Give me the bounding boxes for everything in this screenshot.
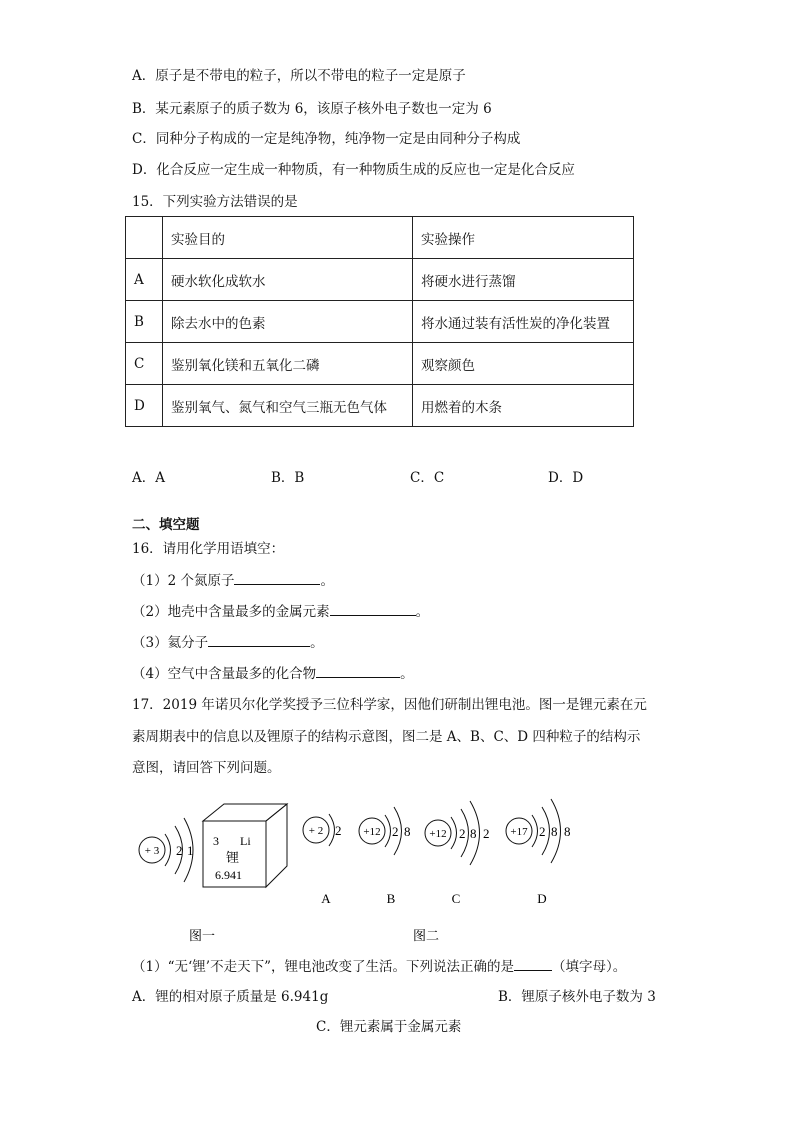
particle-label: B: [386, 891, 396, 906]
q17-sub1-option-b: B．锂原子核外电子数为 3: [498, 989, 656, 1005]
q16-item-4: （4）空气中含量最多的化合物 。: [132, 663, 414, 684]
answer-blank[interactable]: [514, 956, 552, 971]
electron-count: 2: [539, 824, 546, 839]
q15-option-b: B．B: [271, 470, 305, 486]
q17-stem-line-1: 17．2019 年诺贝尔化学奖授予三位科学家，因他们研制出锂电池。图一是锂元素在元: [132, 697, 647, 713]
electron-count: 8: [470, 826, 477, 841]
q15-stem: 15．下列实验方法错误的是: [132, 194, 298, 210]
table-row: [126, 385, 634, 427]
q16-item-text: （3）氦分子: [132, 635, 209, 651]
experiment-table: [125, 216, 634, 427]
q14-option-c: C．同种分子构成的一定是纯净物，纯净物一定是由同种分子构成: [132, 131, 521, 147]
table-cell: 鉴别氧气、氮气和空气三瓶无色气体: [163, 385, 413, 427]
table-row: [126, 259, 634, 301]
figure-caption-2: 图二: [412, 928, 440, 943]
table-row: [126, 343, 634, 385]
table-cell: C: [126, 343, 163, 385]
q17-sub1-option-c: C．锂元素属于金属元素: [316, 1019, 462, 1035]
electron-count: 2: [176, 843, 183, 858]
electron-count: 1: [187, 843, 194, 858]
table-cell: 将水通过装有活性炭的净化装置: [413, 301, 634, 343]
q15-option-d: D．D: [548, 470, 584, 486]
q14-option-d: D．化合反应一定生成一种物质，有一种物质生成的反应也一定是化合反应: [132, 162, 575, 178]
table-row: [126, 301, 634, 343]
table-header-cell: [126, 217, 163, 259]
table-cell: D: [126, 385, 163, 427]
q16-item-text: （1）2 个氮原子: [132, 573, 235, 589]
q16-item-3: （3）氦分子 。: [132, 632, 324, 653]
element-symbol: Li: [240, 834, 251, 848]
table-cell: 除去水中的色素: [163, 301, 413, 343]
electron-count: 2: [335, 823, 342, 838]
q16-item-text: （4）空气中含量最多的化合物: [132, 666, 317, 682]
q14-option-a: A．原子是不带电的粒子，所以不带电的粒子一定是原子: [132, 68, 466, 84]
nucleus-label: +17: [510, 826, 528, 838]
electron-count: 8: [404, 824, 411, 839]
element-name: 锂: [226, 850, 240, 865]
answer-blank[interactable]: [208, 632, 310, 647]
particle-d-diagram: [506, 799, 571, 906]
answer-blank[interactable]: [330, 601, 416, 616]
particle-c-diagram: [425, 801, 490, 906]
electron-count: 2: [459, 826, 466, 841]
particle-label: D: [537, 891, 547, 906]
table-cell: 用燃着的木条: [413, 385, 634, 427]
table-cell: B: [126, 301, 163, 343]
nucleus-label: +12: [429, 828, 447, 840]
answer-blank[interactable]: [316, 663, 400, 678]
table-cell: 观察颜色: [413, 343, 634, 385]
table-cell: A: [126, 259, 163, 301]
particle-label: A: [321, 891, 331, 906]
q15-option-c: C．C: [410, 470, 445, 486]
figure-caption-1: 图一: [188, 928, 216, 943]
q17-stem-line-3: 意图，请回答下列问题。: [132, 760, 281, 776]
table-cell: 硬水软化成软水: [163, 259, 413, 301]
atomic-number: 3: [213, 834, 219, 848]
particle-a-diagram: [303, 814, 342, 906]
q14-option-b: B．某元素原子的质子数为 6，该原子核外电子数也一定为 6: [132, 101, 492, 117]
electron-count: 2: [392, 824, 399, 839]
particle-b-diagram: [359, 807, 411, 906]
table-cell: 将硬水进行蒸馏: [413, 259, 634, 301]
electron-count: 2: [483, 826, 490, 841]
q17-stem-line-2: 素周期表中的信息以及锂原子的结构示意图，图二是 A、B、C、D 四种粒子的结构示: [132, 729, 641, 745]
atomic-mass: 6.941: [215, 868, 242, 882]
table-header-cell: 实验操作: [413, 217, 634, 259]
table-cell: 鉴别氧化镁和五氧化二磷: [163, 343, 413, 385]
lithium-atom-diagram: [139, 818, 194, 882]
nucleus-label: +12: [363, 826, 381, 838]
section-title: 二、填空题: [132, 517, 200, 533]
table-header-row: [126, 217, 634, 259]
atomic-structure-figure: [0, 790, 794, 950]
q15-option-a: A．A: [132, 470, 165, 486]
nucleus-label: + 3: [144, 845, 160, 857]
element-cell: [203, 804, 287, 887]
table-header-cell: 实验目的: [163, 217, 413, 259]
q16-stem: 16．请用化学用语填空：: [132, 541, 285, 557]
q16-item-text: （2）地壳中含量最多的金属元素: [132, 604, 330, 620]
particle-label: C: [451, 891, 461, 906]
q16-item-2: （2）地壳中含量最多的金属元素 。: [132, 601, 429, 622]
electron-count: 8: [564, 824, 571, 839]
nucleus-label: + 2: [308, 825, 324, 837]
q17-sub1-option-a: A．锂的相对原子质量是 6.941g: [132, 989, 329, 1005]
q16-item-1: （1）2 个氮原子 。: [132, 570, 334, 591]
q17-sub1-stem: （1）“无‘锂’不走天下”，锂电池改变了生活。下列说法正确的是 （填字母）。: [132, 956, 626, 977]
answer-blank[interactable]: [234, 570, 320, 585]
electron-count: 8: [551, 824, 558, 839]
